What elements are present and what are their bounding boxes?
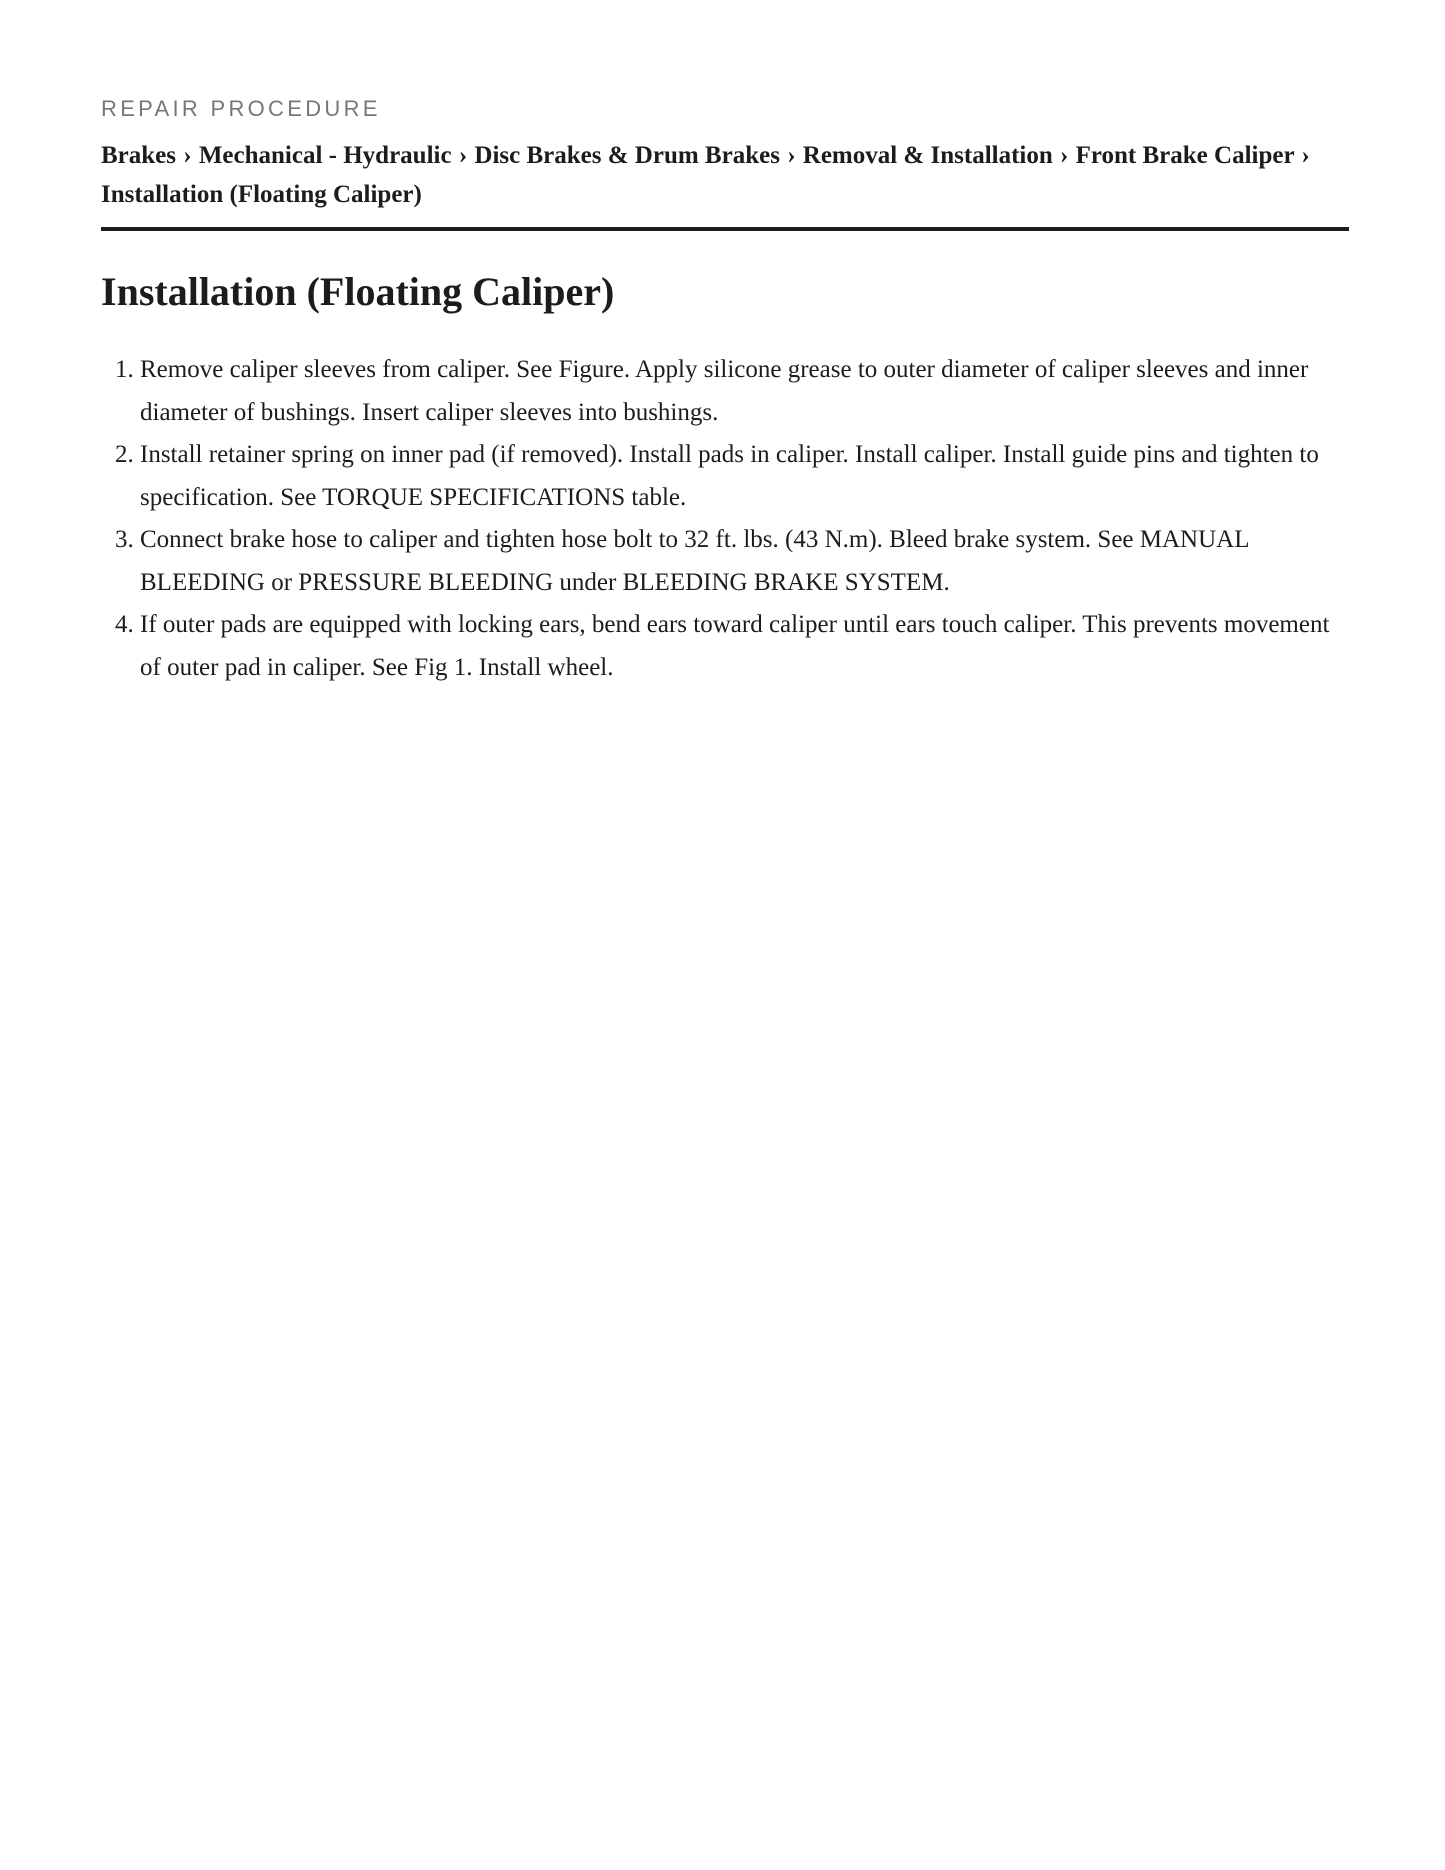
header-divider	[101, 227, 1349, 231]
procedure-step: 4. If outer pads are equipped with locking ears, bend ears toward caliper until ears touch caliper. This prevents movement of outer pad in caliper. See Fig 1. Install wheel.	[140, 604, 1349, 689]
document-kicker: REPAIR PROCEDURE	[101, 96, 381, 121]
breadcrumb-current: Installation (Floating Caliper)	[101, 181, 422, 208]
breadcrumb-separator: ›	[787, 142, 796, 169]
breadcrumb-separator: ›	[1060, 142, 1069, 169]
page-title: Installation (Floating Caliper)	[101, 269, 615, 314]
breadcrumb-separator: ›	[183, 142, 192, 169]
breadcrumb	[101, 136, 1349, 214]
breadcrumb-item[interactable]: Removal & Installation	[802, 142, 1053, 169]
procedure-steps	[101, 349, 1349, 689]
procedure-step: 3. Connect brake hose to caliper and tighten hose bolt to 32 ft. lbs. (43 N.m). Bleed brake system. See MANUAL BLEEDING or PRESSURE BLEEDING under BLEEDING BRAKE SYSTEM.	[140, 519, 1349, 604]
procedure-step: 1. Remove caliper sleeves from caliper. See Figure. Apply silicone grease to outer diameter of caliper sleeves and inner diameter of bushings. Insert caliper sleeves into bushings.	[140, 349, 1349, 434]
breadcrumb-item[interactable]: Disc Brakes & Drum Brakes	[474, 142, 780, 169]
breadcrumb-item[interactable]: Front Brake Caliper	[1075, 142, 1295, 169]
procedure-step: 2. Install retainer spring on inner pad (if removed). Install pads in caliper. Install caliper. Install guide pins and tighten to specification. See TORQUE SPECIFICATIONS table.	[140, 434, 1349, 519]
breadcrumb-separator: ›	[1301, 142, 1310, 169]
breadcrumb-item[interactable]: Brakes	[101, 142, 176, 169]
breadcrumb-separator: ›	[458, 142, 468, 169]
breadcrumb-item[interactable]: Mechanical - Hydraulic	[198, 142, 452, 169]
